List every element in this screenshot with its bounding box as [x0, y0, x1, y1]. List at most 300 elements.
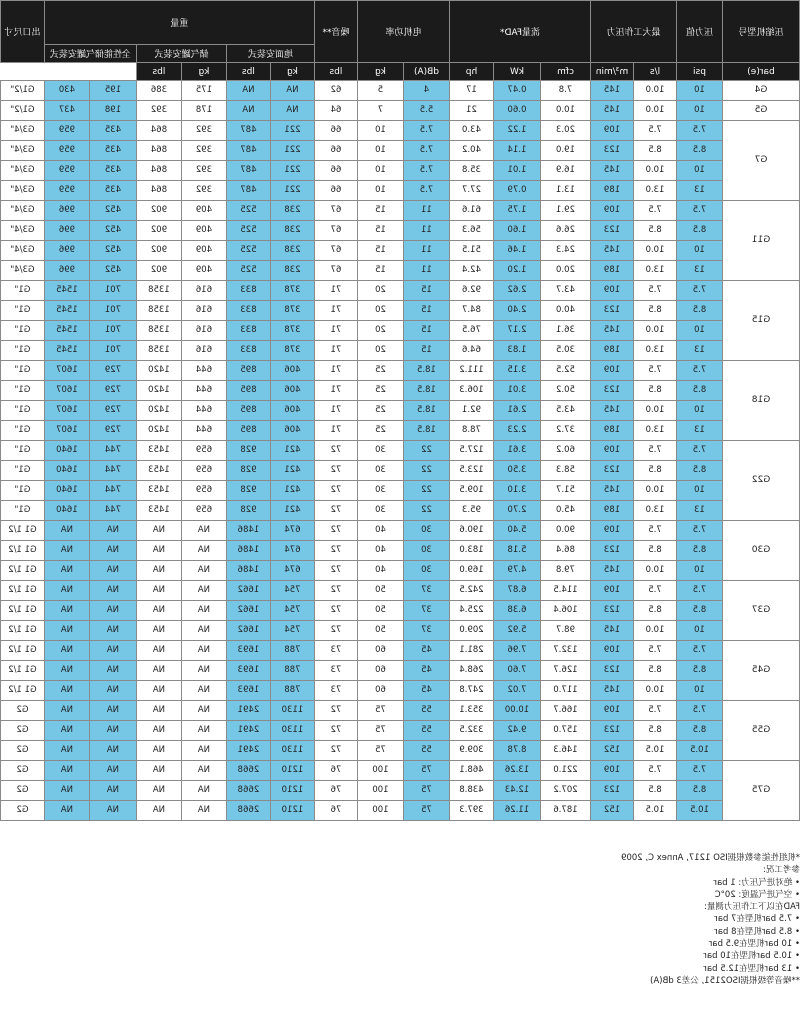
- table-cell: 13: [677, 341, 723, 361]
- table-cell: 701: [89, 321, 136, 341]
- table-cell: 378: [270, 341, 314, 361]
- table-cell: 895: [226, 381, 270, 401]
- table-cell: 674: [270, 541, 314, 561]
- table-cell: 421: [270, 461, 314, 481]
- table-cell: 25: [357, 421, 403, 441]
- table-cell: 62: [314, 81, 357, 101]
- table-cell: 43.7: [540, 281, 590, 301]
- table-cell: 221: [270, 181, 314, 201]
- table-cell: 701: [89, 301, 136, 321]
- table-cell: 833: [226, 341, 270, 361]
- model-cell: G22: [723, 441, 800, 521]
- table-cell: 18.5: [403, 401, 449, 421]
- table-cell: 659: [181, 461, 226, 481]
- table-cell: 72: [314, 721, 357, 741]
- header-weight: 重量: [44, 1, 314, 45]
- table-cell: 40.0: [540, 301, 590, 321]
- table-row: [1, 561, 800, 581]
- table-cell: 7: [357, 101, 403, 121]
- table-cell: 452: [89, 221, 136, 241]
- table-row: [1, 421, 800, 441]
- table-cell: G3/4": [1, 141, 45, 161]
- table-cell: 61.6: [449, 201, 493, 221]
- table-cell: 659: [181, 441, 226, 461]
- table-cell: 1640: [44, 461, 89, 481]
- table-cell: 729: [89, 401, 136, 421]
- table-cell: 10: [677, 101, 723, 121]
- table-cell: 60.2: [540, 441, 590, 461]
- table-cell: 1662: [226, 601, 270, 621]
- table-cell: 833: [226, 281, 270, 301]
- table-cell: 996: [44, 241, 89, 261]
- table-cell: NA: [44, 801, 89, 821]
- header-motor: 电机功率: [357, 1, 449, 63]
- table-cell: 20: [357, 281, 403, 301]
- table-cell: NA: [89, 701, 136, 721]
- table-cell: NA: [136, 581, 181, 601]
- table-cell: 10.0: [634, 81, 677, 101]
- unit-header: kW: [493, 63, 540, 81]
- table-cell: 45: [403, 641, 449, 661]
- table-cell: 10.0: [634, 681, 677, 701]
- table-cell: 833: [226, 321, 270, 341]
- table-cell: 487: [226, 141, 270, 161]
- table-cell: 30: [403, 541, 449, 561]
- table-cell: 8.5: [634, 721, 677, 741]
- table-cell: 75: [403, 781, 449, 801]
- table-cell: 5.92: [493, 621, 540, 641]
- table-cell: 644: [181, 381, 226, 401]
- table-cell: G3/4": [1, 161, 45, 181]
- table-cell: 18.5: [403, 361, 449, 381]
- table-cell: G1": [1, 341, 45, 361]
- table-cell: 2.61: [493, 401, 540, 421]
- table-cell: 123: [590, 221, 633, 241]
- table-cell: 71: [314, 361, 357, 381]
- table-cell: 1693: [226, 661, 270, 681]
- table-cell: 75: [403, 761, 449, 781]
- table-cell: 145: [590, 561, 633, 581]
- table-cell: 72: [314, 481, 357, 501]
- table-cell: 435: [89, 121, 136, 141]
- table-cell: 5: [357, 81, 403, 101]
- unit-header: kg: [270, 63, 314, 81]
- table-cell: 1.75: [493, 201, 540, 221]
- table-cell: 72: [314, 621, 357, 641]
- table-row: [1, 341, 800, 361]
- table-cell: 109: [590, 641, 633, 661]
- table-cell: NA: [226, 101, 270, 121]
- table-cell: 1358: [136, 321, 181, 341]
- table-cell: 175: [181, 81, 226, 101]
- table-cell: G1": [1, 461, 45, 481]
- table-cell: 754: [270, 621, 314, 641]
- table-cell: 126.7: [540, 661, 590, 681]
- table-cell: NA: [181, 701, 226, 721]
- table-cell: 7.02: [493, 681, 540, 701]
- table-cell: 895: [226, 401, 270, 421]
- table-cell: 10.5: [634, 801, 677, 821]
- table-cell: 525: [226, 221, 270, 241]
- model-cell: G7: [723, 121, 800, 201]
- table-cell: 309.9: [449, 741, 493, 761]
- table-cell: 71: [314, 341, 357, 361]
- table-cell: 2668: [226, 761, 270, 781]
- table-cell: 5.18: [493, 541, 540, 561]
- unit-header: bar(e): [723, 63, 800, 81]
- table-cell: 13.0: [634, 501, 677, 521]
- table-cell: 73: [314, 661, 357, 681]
- model-cell: G55: [723, 701, 800, 761]
- table-cell: 50: [357, 581, 403, 601]
- table-cell: 15: [403, 341, 449, 361]
- table-cell: 392: [181, 181, 226, 201]
- table-cell: 959: [44, 161, 89, 181]
- table-cell: 1607: [44, 381, 89, 401]
- table-cell: NA: [44, 581, 89, 601]
- table-cell: 7.5: [634, 121, 677, 141]
- table-cell: 20: [357, 341, 403, 361]
- model-cell: G11: [723, 201, 800, 281]
- table-cell: 19.0: [540, 141, 590, 161]
- table-cell: 221: [270, 121, 314, 141]
- table-cell: 754: [270, 581, 314, 601]
- table-cell: 7.5: [403, 121, 449, 141]
- table-cell: 30: [357, 501, 403, 521]
- table-cell: 2668: [226, 781, 270, 801]
- table-cell: 73: [314, 681, 357, 701]
- model-cell: G37: [723, 581, 800, 641]
- table-cell: 15: [403, 281, 449, 301]
- table-cell: 7.60: [493, 661, 540, 681]
- table-row: [1, 481, 800, 501]
- table-cell: 392: [181, 161, 226, 181]
- table-cell: 13.0: [634, 181, 677, 201]
- table-cell: 152: [590, 801, 633, 821]
- table-cell: 10.0: [634, 161, 677, 181]
- table-cell: 8.5: [677, 381, 723, 401]
- table-cell: 10: [677, 681, 723, 701]
- table-cell: G1 1/2: [1, 561, 45, 581]
- table-cell: 7.5: [677, 361, 723, 381]
- table-cell: G1/2": [1, 81, 45, 101]
- table-cell: 145: [590, 321, 633, 341]
- table-cell: 2.23: [493, 421, 540, 441]
- table-cell: NA: [89, 681, 136, 701]
- table-cell: 20: [357, 321, 403, 341]
- table-cell: 64: [314, 101, 357, 121]
- table-cell: 644: [181, 421, 226, 441]
- table-cell: 10.0: [634, 321, 677, 341]
- table-cell: 1.83: [493, 341, 540, 361]
- model-cell: G30: [723, 521, 800, 581]
- table-cell: 616: [181, 301, 226, 321]
- table-cell: 42.4: [449, 261, 493, 281]
- table-cell: NA: [44, 721, 89, 741]
- table-row: [1, 381, 800, 401]
- table-cell: G1 1/2: [1, 541, 45, 561]
- table-row: [1, 201, 800, 221]
- table-cell: 10: [677, 241, 723, 261]
- table-cell: 15: [357, 261, 403, 281]
- table-cell: NA: [181, 601, 226, 621]
- table-cell: 45: [403, 681, 449, 701]
- table-cell: 13.1: [540, 181, 590, 201]
- table-cell: 37: [403, 621, 449, 641]
- table-cell: 40: [357, 541, 403, 561]
- table-cell: NA: [89, 621, 136, 641]
- table-cell: NA: [181, 621, 226, 641]
- table-cell: NA: [136, 701, 181, 721]
- table-cell: 435: [89, 161, 136, 181]
- table-cell: 7.5: [634, 281, 677, 301]
- table-cell: 183.0: [449, 541, 493, 561]
- table-cell: 13: [677, 181, 723, 201]
- table-cell: 189: [590, 421, 633, 441]
- table-cell: 1545: [44, 341, 89, 361]
- table-cell: 43.0: [449, 121, 493, 141]
- table-cell: 17: [449, 81, 493, 101]
- table-cell: NA: [136, 641, 181, 661]
- table-cell: 37.2: [540, 421, 590, 441]
- table-cell: 30: [403, 521, 449, 541]
- table-cell: 3.10: [493, 481, 540, 501]
- table-cell: 145: [590, 401, 633, 421]
- table-cell: 11: [403, 241, 449, 261]
- table-cell: 406: [270, 361, 314, 381]
- table-cell: 92.6: [449, 281, 493, 301]
- table-cell: 7.5: [634, 441, 677, 461]
- table-cell: 22: [403, 441, 449, 461]
- table-cell: 3.15: [493, 361, 540, 381]
- table-cell: 0.60: [493, 101, 540, 121]
- table-cell: 5.5: [403, 101, 449, 121]
- table-cell: 8.5: [634, 141, 677, 161]
- table-cell: G1": [1, 401, 45, 421]
- table-cell: 109: [590, 581, 633, 601]
- table-cell: 145: [590, 161, 633, 181]
- table-cell: 674: [270, 521, 314, 541]
- footnote-line: • 绝对进气压力: 1 bar: [713, 877, 800, 888]
- table-cell: 13: [677, 501, 723, 521]
- table-cell: NA: [136, 801, 181, 821]
- table-cell: 1662: [226, 581, 270, 601]
- table-cell: G1": [1, 441, 45, 461]
- table-cell: 10.0: [634, 101, 677, 121]
- table-cell: 406: [270, 381, 314, 401]
- table-cell: 468.1: [449, 761, 493, 781]
- table-row: [1, 781, 800, 801]
- table-cell: 109: [590, 761, 633, 781]
- table-cell: NA: [136, 661, 181, 681]
- table-cell: 45: [403, 661, 449, 681]
- table-cell: 409: [181, 241, 226, 261]
- table-cell: NA: [89, 721, 136, 741]
- table-cell: 22: [403, 481, 449, 501]
- table-cell: 66: [314, 121, 357, 141]
- table-row: [1, 281, 800, 301]
- table-cell: 123: [590, 381, 633, 401]
- table-cell: 238: [270, 201, 314, 221]
- table-cell: NA: [89, 581, 136, 601]
- table-cell: 7.5: [634, 521, 677, 541]
- table-cell: 1130: [270, 721, 314, 741]
- table-cell: 20.3: [540, 121, 590, 141]
- table-cell: NA: [44, 601, 89, 621]
- table-cell: NA: [89, 521, 136, 541]
- table-cell: 16.9: [540, 161, 590, 181]
- table-row: [1, 321, 800, 341]
- table-cell: 1.20: [493, 261, 540, 281]
- table-cell: 996: [44, 261, 89, 281]
- table-cell: 4: [403, 81, 449, 101]
- table-cell: 378: [270, 321, 314, 341]
- table-cell: 221: [270, 141, 314, 161]
- table-cell: 207.2: [540, 781, 590, 801]
- table-cell: 247.8: [449, 681, 493, 701]
- table-cell: 13.0: [634, 341, 677, 361]
- table-cell: 238: [270, 241, 314, 261]
- table-cell: 525: [226, 261, 270, 281]
- table-row: [1, 801, 800, 821]
- table-cell: 221: [270, 161, 314, 181]
- table-cell: NA: [44, 681, 89, 701]
- table-cell: 1453: [136, 481, 181, 501]
- table-cell: 268.4: [449, 661, 493, 681]
- table-cell: 1420: [136, 421, 181, 441]
- table-cell: 7.5: [677, 581, 723, 601]
- table-cell: 189: [590, 181, 633, 201]
- table-cell: 20.0: [540, 261, 590, 281]
- table-cell: 7.5: [403, 141, 449, 161]
- header-noise: 噪音**: [314, 1, 357, 63]
- table-cell: 4.79: [493, 561, 540, 581]
- header-full: 全性能储气罐安装式: [44, 45, 136, 63]
- table-cell: 7.5: [677, 281, 723, 301]
- table-cell: NA: [270, 101, 314, 121]
- table-cell: NA: [270, 81, 314, 101]
- footnote-line: • 10 bar机型在9.5 bar: [708, 939, 800, 950]
- table-cell: 10.0: [634, 481, 677, 501]
- table-cell: 1420: [136, 381, 181, 401]
- table-cell: 30: [403, 561, 449, 581]
- table-cell: NA: [44, 761, 89, 781]
- table-cell: 7.5: [677, 761, 723, 781]
- table-cell: 1358: [136, 341, 181, 361]
- table-cell: 378: [270, 281, 314, 301]
- unit-header: cfm: [540, 63, 590, 81]
- footnote-line: • 8.5 bar机型在8 bar: [714, 926, 800, 937]
- table-cell: 11.26: [493, 801, 540, 821]
- table-cell: G2: [1, 701, 45, 721]
- table-cell: 438.8: [449, 781, 493, 801]
- table-cell: NA: [181, 521, 226, 541]
- table-cell: 72: [314, 741, 357, 761]
- table-cell: 195: [89, 81, 136, 101]
- table-cell: G3/4": [1, 181, 45, 201]
- table-cell: G1 1/2: [1, 681, 45, 701]
- table-cell: 1607: [44, 421, 89, 441]
- table-cell: 1.22: [493, 121, 540, 141]
- table-cell: 67: [314, 221, 357, 241]
- table-cell: 1420: [136, 401, 181, 421]
- table-cell: 616: [181, 321, 226, 341]
- footnote-line: • 空气进气温度: 20°C: [714, 889, 800, 900]
- table-cell: G1": [1, 481, 45, 501]
- table-cell: NA: [89, 541, 136, 561]
- table-cell: 15: [403, 301, 449, 321]
- table-cell: 7.5: [403, 161, 449, 181]
- table-cell: 6.38: [493, 601, 540, 621]
- table-cell: 123: [590, 141, 633, 161]
- table-cell: 5.40: [493, 521, 540, 541]
- table-cell: 79.8: [540, 561, 590, 581]
- table-cell: 55: [403, 721, 449, 741]
- table-cell: 659: [181, 481, 226, 501]
- table-cell: 152: [590, 741, 633, 761]
- table-cell: 1607: [44, 361, 89, 381]
- table-cell: 40.2: [449, 141, 493, 161]
- table-row: [1, 401, 800, 421]
- table-cell: NA: [181, 681, 226, 701]
- table-cell: 21: [449, 101, 493, 121]
- table-cell: NA: [89, 801, 136, 821]
- table-row: [1, 241, 800, 261]
- unit-header: psi: [677, 63, 723, 81]
- table-cell: 145: [590, 681, 633, 701]
- table-cell: 788: [270, 661, 314, 681]
- table-cell: 1358: [136, 281, 181, 301]
- table-cell: 76.5: [449, 321, 493, 341]
- table-cell: 13.0: [634, 261, 677, 281]
- table-cell: 71: [314, 301, 357, 321]
- header-tank: 储气罐安装式: [136, 45, 226, 63]
- table-row: [1, 301, 800, 321]
- table-cell: 100: [357, 781, 403, 801]
- table-cell: G2: [1, 781, 45, 801]
- table-cell: 15: [403, 321, 449, 341]
- table-cell: 2.17: [493, 321, 540, 341]
- table-row: [1, 601, 800, 621]
- table-cell: G1/2": [1, 101, 45, 121]
- table-cell: 90.0: [540, 521, 590, 541]
- table-cell: 50: [357, 601, 403, 621]
- table-cell: 40: [357, 561, 403, 581]
- header-floor: 地面安装式: [226, 45, 314, 63]
- table-cell: 109: [590, 521, 633, 541]
- table-cell: 1545: [44, 281, 89, 301]
- table-cell: 437: [44, 101, 89, 121]
- table-cell: G1 1/2: [1, 621, 45, 641]
- table-cell: 51.5: [449, 241, 493, 261]
- table-cell: 902: [136, 241, 181, 261]
- table-cell: 71: [314, 281, 357, 301]
- table-cell: 902: [136, 221, 181, 241]
- table-cell: NA: [136, 721, 181, 741]
- table-cell: 209.0: [449, 621, 493, 641]
- table-cell: NA: [89, 741, 136, 761]
- table-row: [1, 161, 800, 181]
- table-cell: 1486: [226, 521, 270, 541]
- table-cell: 1662: [226, 621, 270, 641]
- table-cell: 132.7: [540, 641, 590, 661]
- table-cell: NA: [136, 621, 181, 641]
- table-cell: 3.61: [493, 441, 540, 461]
- table-cell: 7.96: [493, 641, 540, 661]
- table-cell: 189: [590, 501, 633, 521]
- table-cell: 959: [44, 181, 89, 201]
- table-cell: 55: [403, 701, 449, 721]
